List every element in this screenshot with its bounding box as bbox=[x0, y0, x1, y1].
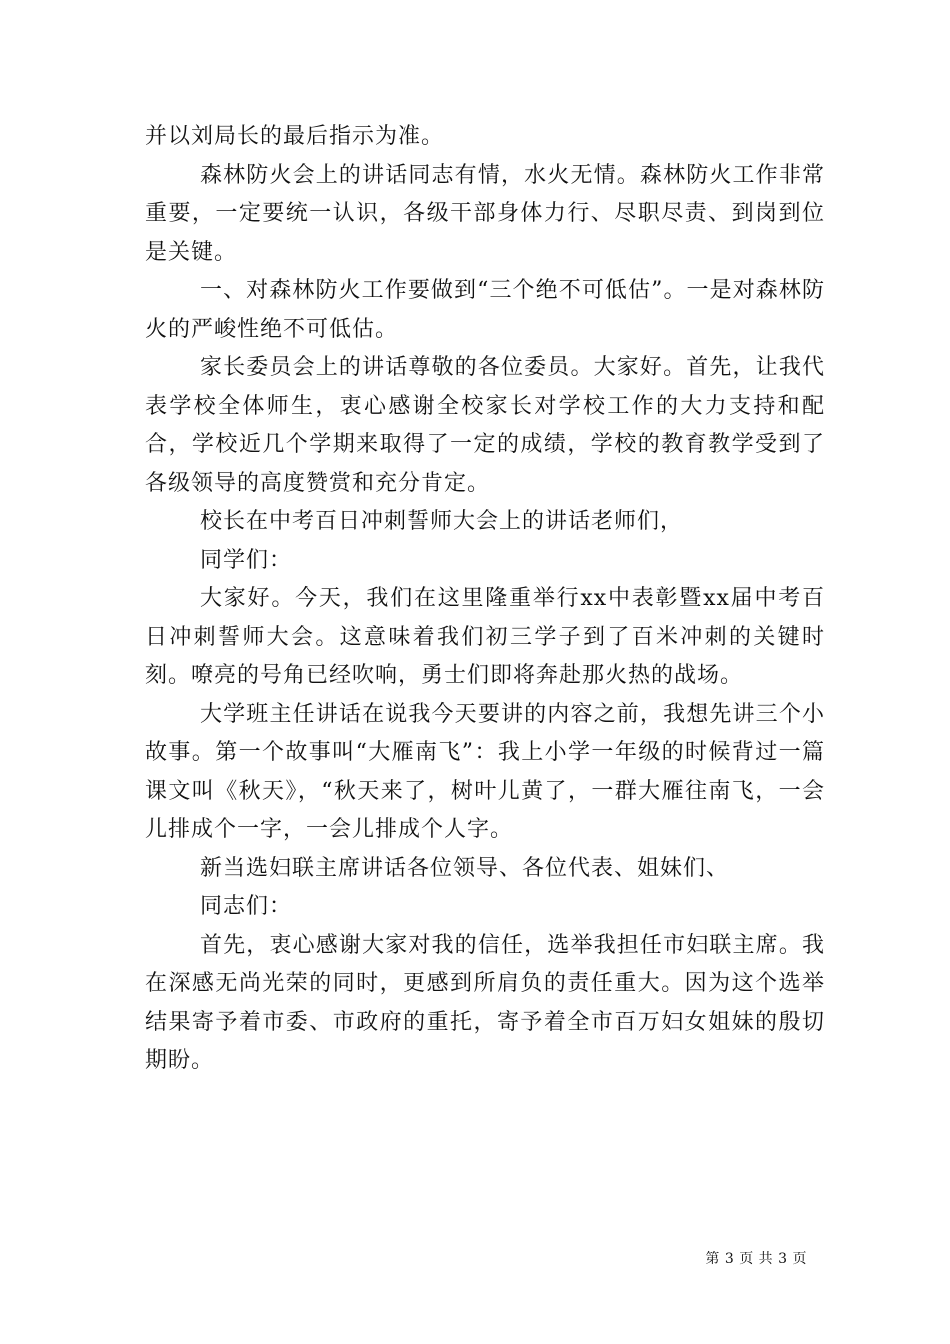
document-body bbox=[145, 118, 825, 1081]
paragraph-10: 同志们： bbox=[200, 894, 293, 919]
paragraph-5: 校长在中考百日冲刺誓师大会上的讲话老师们， bbox=[200, 509, 684, 534]
page-number-footer: 第 3 页 共 3 页 bbox=[705, 1251, 807, 1267]
paragraph-7: 大家好。今天，我们在这里隆重举行xx中表彰暨xx届中考百日冲刺誓师大会。这意味着我们初三学子到了百米冲刺的关键时刻。嘹亮的号角已经吹响，勇士们即将奔赴那火热的战场。 bbox=[145, 586, 825, 688]
paragraph-8: 大学班主任讲话在说我今天要讲的内容之前，我想先讲三个小故事。第一个故事叫“大雁南飞”：我上小学一年级的时候背过一篇课文叫《秋天》，“秋天来了，树叶儿黄了，一群大雁往南飞，一会儿排成个一字，一会儿排成个人字。 bbox=[145, 701, 825, 842]
paragraph-11: 首先，衷心感谢大家对我的信任，选举我担任市妇联主席。我在深感无尚光荣的同时，更感到所肩负的责任重大。因为这个选举结果寄予着市委、市政府的重托，寄予着全市百万妇女姐妹的殷切期盼。 bbox=[145, 932, 825, 1073]
paragraph-1: 并以刘局长的最后指示为准。 bbox=[145, 124, 445, 149]
paragraph-2: 森林防火会上的讲话同志有情，水火无情。森林防火工作非常重要，一定要统一认识，各级干部身体力行、尽职尽责、到岗到位是关键。 bbox=[145, 162, 825, 265]
paragraph-6: 同学们： bbox=[200, 547, 293, 573]
paragraph-9: 新当选妇联主席讲话各位领导、各位代表、姐妹们、 bbox=[200, 855, 730, 881]
paragraph-4: 家长委员会上的讲话尊敬的各位委员。大家好。首先，让我代表学校全体师生，衷心感谢全校家长对学校工作的大力支持和配合，学校近几个学期来取得了一定的成绩，学校的教育教学受到了各级领导的高度赞赏和充分肯定。 bbox=[145, 355, 825, 496]
paragraph-3: 一、对森林防火工作要做到“三个绝不可低估”。一是对森林防火的严峻性绝不可低估。 bbox=[145, 278, 825, 342]
